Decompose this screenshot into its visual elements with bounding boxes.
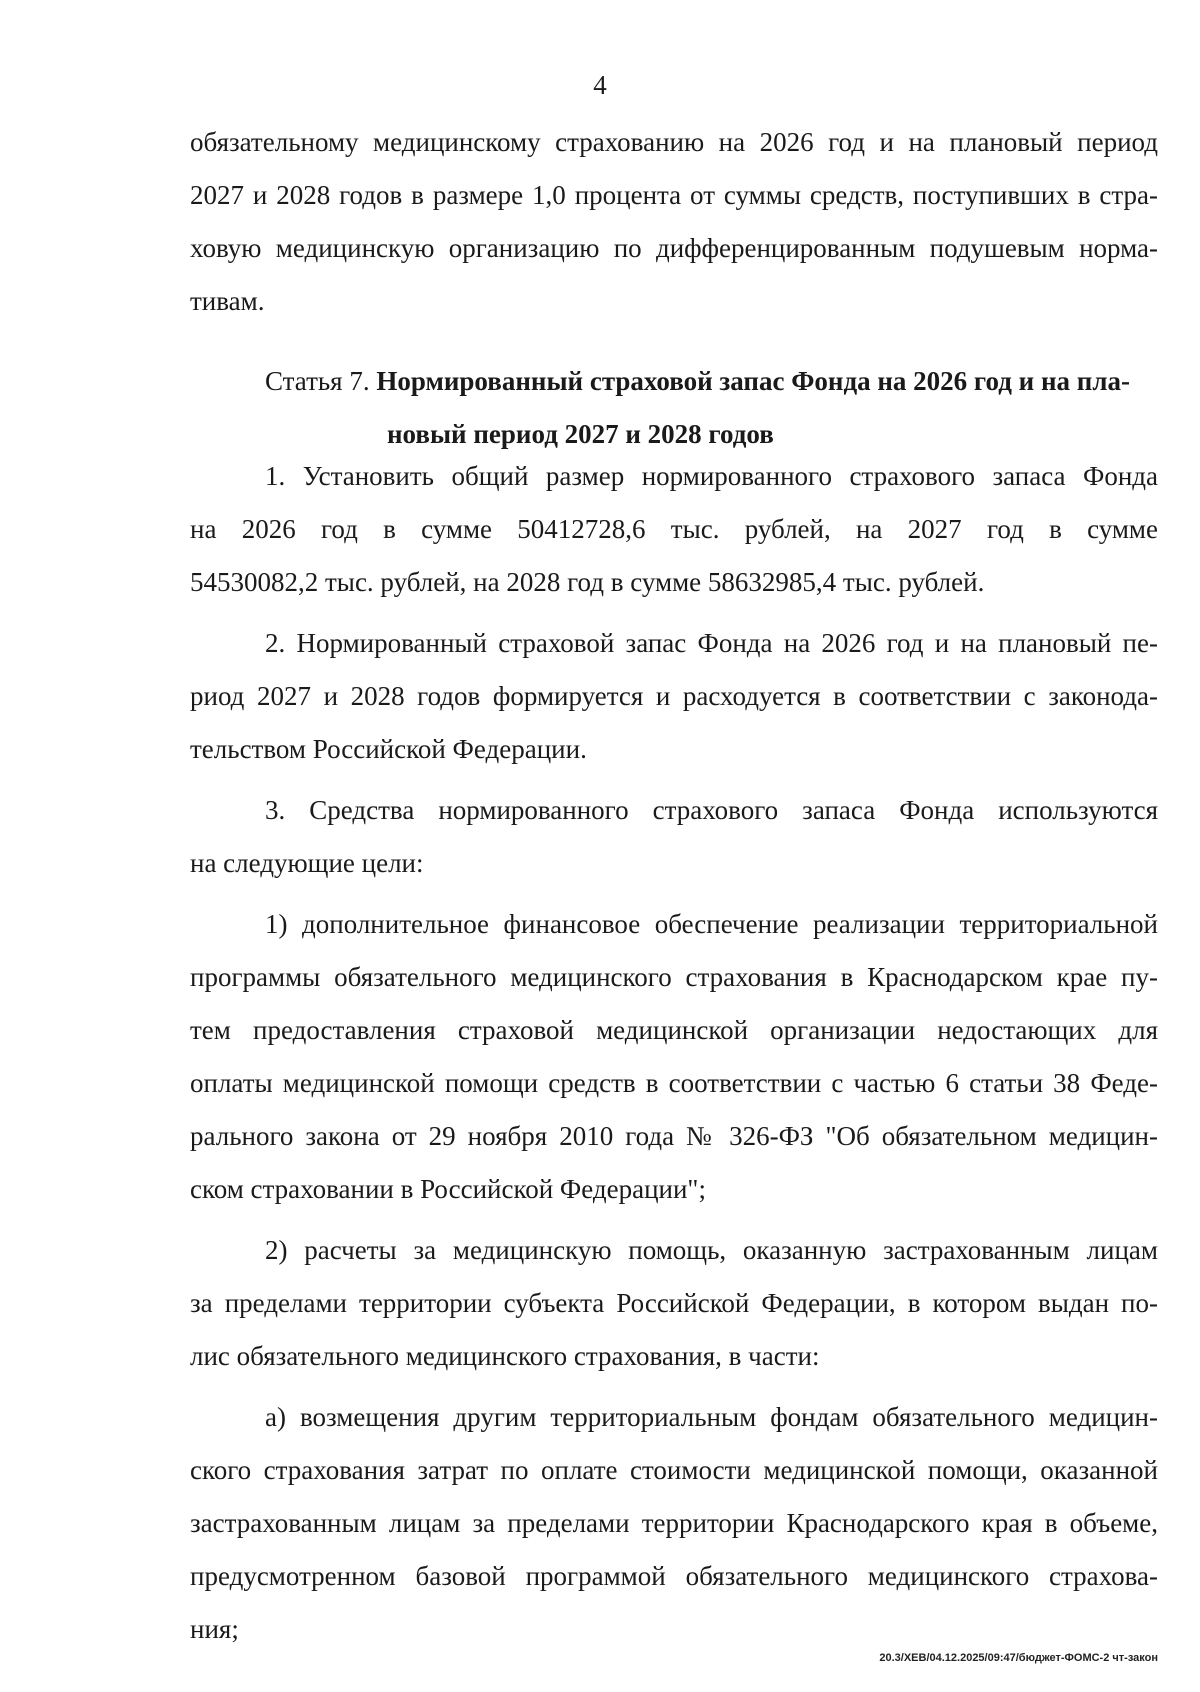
text-line: застрахованным лицам за пределами территории Краснодарского края в объеме, — [190, 1508, 1158, 1538]
text-line: 3. Средства нормированного страхового запаса Фонда используются — [265, 795, 1158, 825]
document-footer-code: 20.3/ХЕВ/04.12.2025/09:47/бюджет-ФОМС-2 чт-закон — [879, 1652, 1158, 1664]
list-item-2 — [190, 1224, 1158, 1383]
text-line: тивам. — [190, 286, 265, 316]
text-line: тельством Российской Федерации. — [190, 734, 587, 764]
text-line: рального закона от 29 ноября 2010 года № 326-ФЗ "Об обязательном медицин- — [190, 1121, 1158, 1151]
text-line: 1) дополнительное финансовое обеспечение реализации территориальной — [265, 909, 1158, 939]
page-number: 4 — [593, 70, 607, 100]
text-line: тем предоставления страховой медицинской организации недостающих для — [190, 1015, 1158, 1045]
paragraph-3 — [190, 784, 1158, 890]
article-title-line2: новый период 2027 и 2028 годов — [387, 419, 774, 449]
text-line: на следующие цели: — [190, 848, 424, 878]
text-line: 54530082,2 тыс. рублей, на 2028 год в сумме 58632985,4 тыс. рублей. — [190, 567, 985, 597]
text-line: 2. Нормированный страховой запас Фонда на 2026 год и на плановый пе- — [265, 628, 1158, 658]
text-line: риод 2027 и 2028 годов формируется и расходуется в соответствии с законода- — [190, 681, 1158, 711]
text-line: ховую медицинскую организацию по дифференцированным подушевым норма- — [190, 233, 1158, 263]
text-line: лис обязательного медицинского страхования, в части: — [190, 1341, 820, 1371]
text-line: а) возмещения другим территориальным фондам обязательного медицин- — [265, 1402, 1158, 1432]
text-line: предусмотренном базовой программой обязательного медицинского страхова- — [190, 1561, 1158, 1591]
article-title-line1: Нормированный страховой запас Фонда на 2026 год и на пла- — [376, 366, 1130, 396]
paragraph-1 — [190, 450, 1158, 609]
text-line: обязательному медицинскому страхованию на 2026 год и на плановый период — [190, 127, 1158, 157]
intro-paragraph — [190, 116, 1158, 328]
text-line: за пределами территории субъекта Российской Федерации, в котором выдан по- — [190, 1288, 1158, 1318]
text-line: оплаты медицинской помощи средств в соответствии с частью 6 статьи 38 Феде- — [190, 1068, 1158, 1098]
text-line: 2027 и 2028 годов в размере 1,0 процента от суммы средств, поступивших в стра- — [190, 180, 1158, 210]
text-line: 1. Установить общий размер нормированного страхового запаса Фонда — [265, 461, 1158, 491]
article-heading — [265, 355, 1165, 461]
text-line: на 2026 год в сумме 50412728,6 тыс. рублей, на 2027 год в сумме — [190, 514, 1158, 544]
text-line: ского страхования затрат по оплате стоимости медицинской помощи, оказанной — [190, 1455, 1158, 1485]
list-item-1 — [190, 898, 1158, 1216]
text-line: 2) расчеты за медицинскую помощь, оказанную застрахованным лицам — [265, 1235, 1158, 1265]
text-line: программы обязательного медицинского страхования в Краснодарском крае пу- — [190, 962, 1158, 992]
article-body — [190, 450, 1158, 1656]
article-label: Статья 7. — [265, 366, 370, 396]
text-line: ском страховании в Российской Федерации"; — [190, 1174, 706, 1204]
sub-item-a — [190, 1391, 1158, 1656]
paragraph-2 — [190, 617, 1158, 776]
text-line: ния; — [190, 1614, 239, 1644]
